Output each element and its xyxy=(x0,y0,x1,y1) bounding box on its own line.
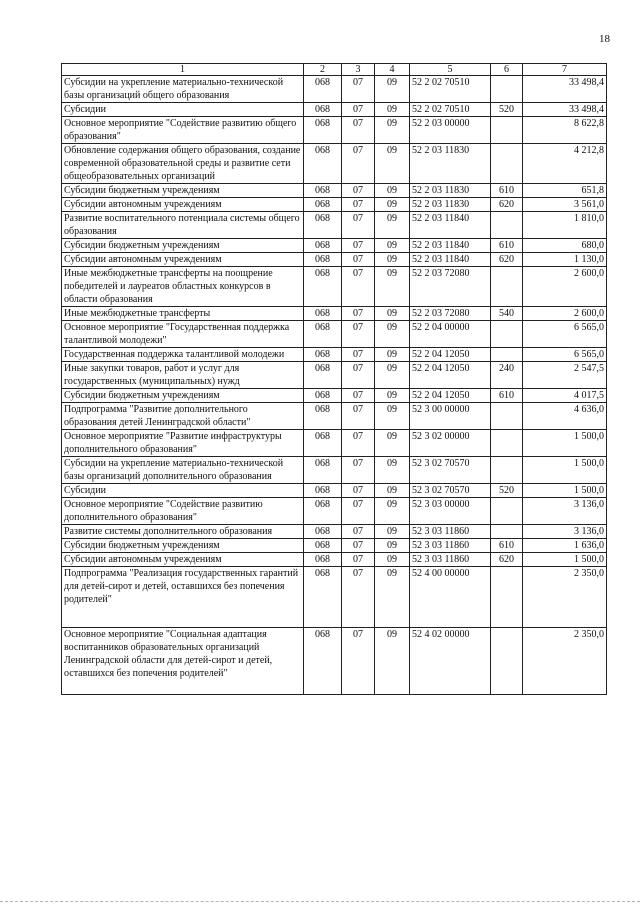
row-subsection-code: 09 xyxy=(375,239,410,253)
column-header-5: 5 xyxy=(410,64,491,76)
row-amount: 1 500,0 xyxy=(523,484,607,498)
row-expense-type xyxy=(491,267,523,307)
row-amount: 3 561,0 xyxy=(523,198,607,212)
row-subsection-code: 09 xyxy=(375,184,410,198)
row-name: Субсидии на укрепление материально-технической базы организаций общего образования xyxy=(62,76,304,103)
table-row xyxy=(62,76,607,103)
column-header-1: 1 xyxy=(62,64,304,76)
row-grbs-code: 068 xyxy=(304,525,342,539)
row-amount: 8 622,8 xyxy=(523,117,607,144)
row-amount: 3 136,0 xyxy=(523,525,607,539)
table-row xyxy=(62,362,607,389)
row-target-article: 52 2 03 11840 xyxy=(410,212,491,239)
row-amount: 3 136,0 xyxy=(523,498,607,525)
row-amount: 2 600,0 xyxy=(523,307,607,321)
row-grbs-code: 068 xyxy=(304,484,342,498)
table-row xyxy=(62,389,607,403)
row-expense-type: 610 xyxy=(491,184,523,198)
row-target-article: 52 2 03 11830 xyxy=(410,144,491,184)
row-name: Развитие системы дополнительного образования xyxy=(62,525,304,539)
table-row xyxy=(62,348,607,362)
row-grbs-code: 068 xyxy=(304,198,342,212)
row-amount: 6 565,0 xyxy=(523,321,607,348)
row-target-article: 52 3 03 11860 xyxy=(410,553,491,567)
row-name: Субсидии на укрепление материально-технической базы организаций дополнительного образования xyxy=(62,457,304,484)
row-amount: 2 350,0 xyxy=(523,628,607,695)
row-expense-type: 610 xyxy=(491,539,523,553)
row-expense-type xyxy=(491,76,523,103)
row-grbs-code: 068 xyxy=(304,76,342,103)
row-amount: 1 130,0 xyxy=(523,253,607,267)
row-target-article: 52 2 03 11830 xyxy=(410,184,491,198)
row-target-article: 52 2 02 70510 xyxy=(410,103,491,117)
row-subsection-code: 09 xyxy=(375,348,410,362)
table-row xyxy=(62,403,607,430)
row-amount: 6 565,0 xyxy=(523,348,607,362)
row-expense-type xyxy=(491,321,523,348)
row-section-code: 07 xyxy=(342,457,375,484)
row-name: Субсидии бюджетным учреждениям xyxy=(62,184,304,198)
row-amount: 33 498,4 xyxy=(523,76,607,103)
table-header-row xyxy=(62,64,607,76)
row-expense-type xyxy=(491,457,523,484)
row-amount: 33 498,4 xyxy=(523,103,607,117)
row-amount: 4 636,0 xyxy=(523,403,607,430)
row-subsection-code: 09 xyxy=(375,321,410,348)
row-grbs-code: 068 xyxy=(304,403,342,430)
table-row xyxy=(62,553,607,567)
row-grbs-code: 068 xyxy=(304,321,342,348)
row-expense-type: 520 xyxy=(491,484,523,498)
row-grbs-code: 068 xyxy=(304,239,342,253)
row-name: Основное мероприятие "Содействие развитию дополнительного образования" xyxy=(62,498,304,525)
row-grbs-code: 068 xyxy=(304,628,342,695)
row-subsection-code: 09 xyxy=(375,628,410,695)
row-name: Субсидии автономным учреждениям xyxy=(62,553,304,567)
row-section-code: 07 xyxy=(342,525,375,539)
row-name: Основное мероприятие "Социальная адаптация воспитанников образовательных организаций Ленинградской области для детей-сирот и детей, оставшихся без попечения родителей" xyxy=(62,628,304,695)
row-expense-type xyxy=(491,403,523,430)
table-row xyxy=(62,253,607,267)
row-section-code: 07 xyxy=(342,76,375,103)
row-section-code: 07 xyxy=(342,267,375,307)
row-subsection-code: 09 xyxy=(375,253,410,267)
row-target-article: 52 3 02 00000 xyxy=(410,430,491,457)
row-expense-type xyxy=(491,567,523,628)
row-grbs-code: 068 xyxy=(304,267,342,307)
row-section-code: 07 xyxy=(342,628,375,695)
row-expense-type: 620 xyxy=(491,253,523,267)
row-section-code: 07 xyxy=(342,348,375,362)
row-amount: 2 547,5 xyxy=(523,362,607,389)
row-target-article: 52 3 02 70570 xyxy=(410,457,491,484)
row-section-code: 07 xyxy=(342,253,375,267)
row-name: Субсидии xyxy=(62,484,304,498)
scan-edge-line xyxy=(0,901,640,902)
row-subsection-code: 09 xyxy=(375,457,410,484)
row-subsection-code: 09 xyxy=(375,403,410,430)
row-amount: 680,0 xyxy=(523,239,607,253)
row-expense-type xyxy=(491,430,523,457)
row-subsection-code: 09 xyxy=(375,484,410,498)
row-target-article: 52 4 00 00000 xyxy=(410,567,491,628)
row-grbs-code: 068 xyxy=(304,253,342,267)
row-subsection-code: 09 xyxy=(375,307,410,321)
column-header-2: 2 xyxy=(304,64,342,76)
row-amount: 1 500,0 xyxy=(523,430,607,457)
row-amount: 4 212,8 xyxy=(523,144,607,184)
table-row xyxy=(62,307,607,321)
row-subsection-code: 09 xyxy=(375,553,410,567)
row-target-article: 52 2 04 12050 xyxy=(410,389,491,403)
table-row xyxy=(62,498,607,525)
row-target-article: 52 2 04 12050 xyxy=(410,348,491,362)
row-subsection-code: 09 xyxy=(375,362,410,389)
row-grbs-code: 068 xyxy=(304,539,342,553)
row-section-code: 07 xyxy=(342,184,375,198)
row-section-code: 07 xyxy=(342,307,375,321)
row-grbs-code: 068 xyxy=(304,348,342,362)
table-row xyxy=(62,484,607,498)
row-expense-type: 620 xyxy=(491,198,523,212)
row-amount: 1 636,0 xyxy=(523,539,607,553)
row-target-article: 52 2 03 11840 xyxy=(410,239,491,253)
row-grbs-code: 068 xyxy=(304,430,342,457)
row-subsection-code: 09 xyxy=(375,430,410,457)
row-expense-type xyxy=(491,117,523,144)
row-target-article: 52 2 03 72080 xyxy=(410,307,491,321)
row-section-code: 07 xyxy=(342,117,375,144)
table-row xyxy=(62,539,607,553)
column-header-6: 6 xyxy=(491,64,523,76)
row-section-code: 07 xyxy=(342,239,375,253)
row-expense-type: 620 xyxy=(491,553,523,567)
row-name: Иные межбюджетные трансферты xyxy=(62,307,304,321)
row-section-code: 07 xyxy=(342,484,375,498)
row-expense-type: 520 xyxy=(491,103,523,117)
row-grbs-code: 068 xyxy=(304,498,342,525)
row-grbs-code: 068 xyxy=(304,389,342,403)
row-grbs-code: 068 xyxy=(304,567,342,628)
row-name: Субсидии бюджетным учреждениям xyxy=(62,389,304,403)
row-subsection-code: 09 xyxy=(375,389,410,403)
table-row xyxy=(62,144,607,184)
row-expense-type xyxy=(491,144,523,184)
column-header-3: 3 xyxy=(342,64,375,76)
row-subsection-code: 09 xyxy=(375,76,410,103)
row-grbs-code: 068 xyxy=(304,103,342,117)
table-row xyxy=(62,212,607,239)
row-amount: 2 600,0 xyxy=(523,267,607,307)
row-name: Субсидии xyxy=(62,103,304,117)
row-expense-type: 610 xyxy=(491,389,523,403)
row-subsection-code: 09 xyxy=(375,267,410,307)
row-target-article: 52 2 04 00000 xyxy=(410,321,491,348)
row-subsection-code: 09 xyxy=(375,144,410,184)
row-target-article: 52 2 03 00000 xyxy=(410,117,491,144)
table-row xyxy=(62,457,607,484)
row-grbs-code: 068 xyxy=(304,362,342,389)
row-expense-type xyxy=(491,212,523,239)
row-expense-type xyxy=(491,348,523,362)
row-section-code: 07 xyxy=(342,389,375,403)
row-section-code: 07 xyxy=(342,321,375,348)
row-name: Иные закупки товаров, работ и услуг для государственных (муниципальных) нужд xyxy=(62,362,304,389)
row-target-article: 52 2 03 11840 xyxy=(410,253,491,267)
row-section-code: 07 xyxy=(342,567,375,628)
row-subsection-code: 09 xyxy=(375,498,410,525)
row-name: Основное мероприятие "Развитие инфраструктуры дополнительного образования" xyxy=(62,430,304,457)
row-grbs-code: 068 xyxy=(304,117,342,144)
column-header-7: 7 xyxy=(523,64,607,76)
row-name: Субсидии автономным учреждениям xyxy=(62,198,304,212)
row-target-article: 52 3 03 11860 xyxy=(410,539,491,553)
row-subsection-code: 09 xyxy=(375,567,410,628)
row-subsection-code: 09 xyxy=(375,117,410,144)
row-expense-type xyxy=(491,628,523,695)
row-section-code: 07 xyxy=(342,430,375,457)
row-amount: 2 350,0 xyxy=(523,567,607,628)
table-row xyxy=(62,198,607,212)
row-expense-type: 610 xyxy=(491,239,523,253)
row-subsection-code: 09 xyxy=(375,198,410,212)
budget-table xyxy=(61,63,607,695)
row-amount: 1 810,0 xyxy=(523,212,607,239)
row-name: Субсидии бюджетным учреждениям xyxy=(62,239,304,253)
row-expense-type: 240 xyxy=(491,362,523,389)
row-subsection-code: 09 xyxy=(375,103,410,117)
row-target-article: 52 4 02 00000 xyxy=(410,628,491,695)
page-number: 18 xyxy=(599,33,610,45)
row-section-code: 07 xyxy=(342,539,375,553)
row-amount: 1 500,0 xyxy=(523,553,607,567)
row-name: Подпрограмма "Реализация государственных гарантий для детей-сирот и детей, оставшихся без попечения родителей" xyxy=(62,567,304,628)
table-row xyxy=(62,103,607,117)
row-expense-type: 540 xyxy=(491,307,523,321)
row-section-code: 07 xyxy=(342,403,375,430)
row-target-article: 52 2 02 70510 xyxy=(410,76,491,103)
row-target-article: 52 3 00 00000 xyxy=(410,403,491,430)
row-name: Субсидии автономным учреждениям xyxy=(62,253,304,267)
row-name: Государственная поддержка талантливой молодежи xyxy=(62,348,304,362)
row-amount: 651,8 xyxy=(523,184,607,198)
table-row xyxy=(62,184,607,198)
row-grbs-code: 068 xyxy=(304,184,342,198)
table-row xyxy=(62,117,607,144)
row-target-article: 52 3 03 00000 xyxy=(410,498,491,525)
column-header-4: 4 xyxy=(375,64,410,76)
table-row xyxy=(62,239,607,253)
row-name: Субсидии бюджетным учреждениям xyxy=(62,539,304,553)
row-section-code: 07 xyxy=(342,362,375,389)
row-grbs-code: 068 xyxy=(304,212,342,239)
row-name: Обновление содержания общего образования, создание современной образовательной среды и развитие сети общеобразовательных организаций xyxy=(62,144,304,184)
row-target-article: 52 2 03 11830 xyxy=(410,198,491,212)
row-target-article: 52 3 03 11860 xyxy=(410,525,491,539)
row-target-article: 52 2 03 72080 xyxy=(410,267,491,307)
row-expense-type xyxy=(491,498,523,525)
row-section-code: 07 xyxy=(342,498,375,525)
row-subsection-code: 09 xyxy=(375,525,410,539)
row-grbs-code: 068 xyxy=(304,553,342,567)
row-name: Иные межбюджетные трансферты на поощрение победителей и лауреатов областных конкурсов в области образования xyxy=(62,267,304,307)
row-target-article: 52 3 02 70570 xyxy=(410,484,491,498)
row-section-code: 07 xyxy=(342,103,375,117)
row-section-code: 07 xyxy=(342,212,375,239)
row-name: Подпрограмма "Развитие дополнительного образования детей Ленинградской области" xyxy=(62,403,304,430)
row-grbs-code: 068 xyxy=(304,457,342,484)
row-name: Основное мероприятие "Государственная поддержка талантливой молодежи" xyxy=(62,321,304,348)
table-row xyxy=(62,628,607,695)
row-section-code: 07 xyxy=(342,144,375,184)
table-row xyxy=(62,430,607,457)
row-subsection-code: 09 xyxy=(375,212,410,239)
row-name: Основное мероприятие "Содействие развитию общего образования" xyxy=(62,117,304,144)
row-amount: 4 017,5 xyxy=(523,389,607,403)
table-row xyxy=(62,567,607,628)
row-target-article: 52 2 04 12050 xyxy=(410,362,491,389)
table-row xyxy=(62,321,607,348)
row-expense-type xyxy=(491,525,523,539)
row-grbs-code: 068 xyxy=(304,307,342,321)
row-subsection-code: 09 xyxy=(375,539,410,553)
table-row xyxy=(62,267,607,307)
row-amount: 1 500,0 xyxy=(523,457,607,484)
row-section-code: 07 xyxy=(342,553,375,567)
row-name: Развитие воспитательного потенциала системы общего образования xyxy=(62,212,304,239)
table-row xyxy=(62,525,607,539)
row-grbs-code: 068 xyxy=(304,144,342,184)
row-section-code: 07 xyxy=(342,198,375,212)
